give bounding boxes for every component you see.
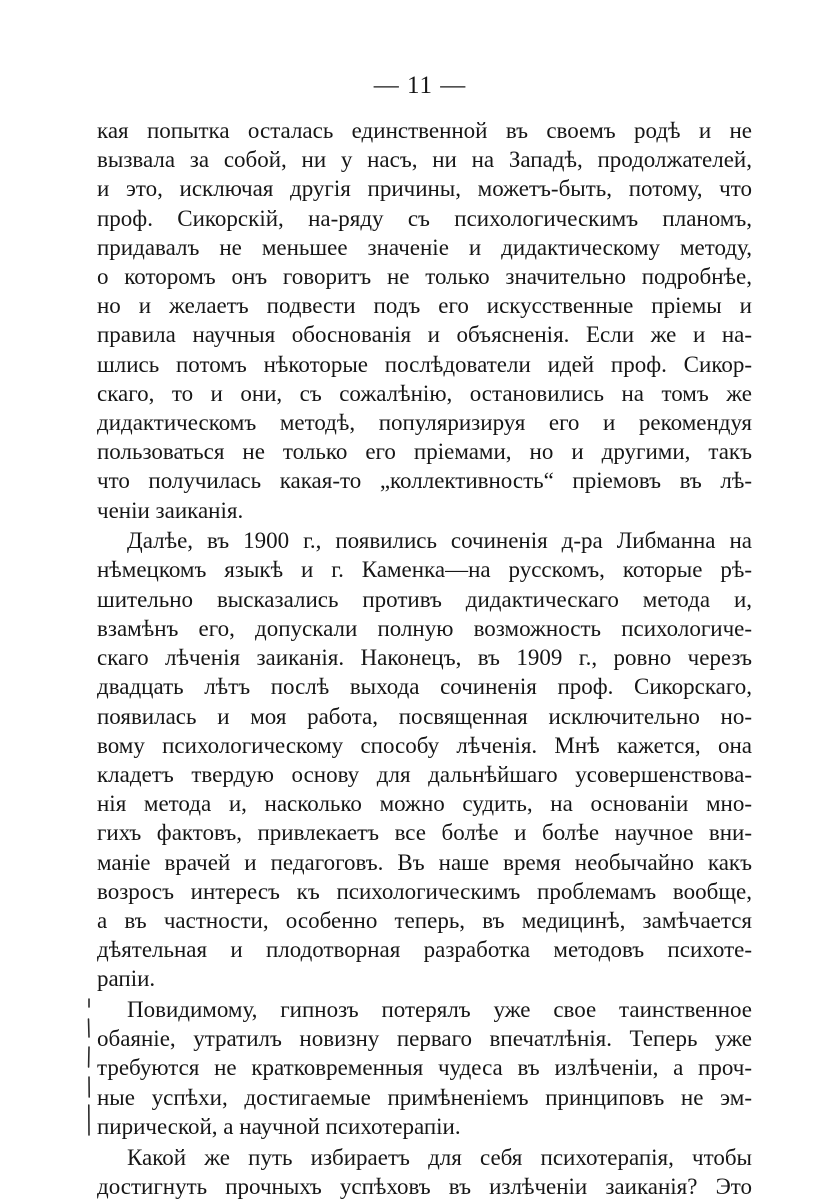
text-line: Далѣе, въ 1900 г., появились сочиненія д-ра Либманна на [127,528,752,553]
text-line: кладетъ твердую основу для дальнѣйшаго усовершенствова- [97,762,752,787]
text-line: дѣятельная и плодотворная разработка методовъ психоте- [97,937,752,962]
text-line: возросъ интересъ къ психологическимъ проблемамъ вообще, [97,879,752,904]
text-line: и это, исключая другія причины, можетъ-быть, потому, что [97,176,752,201]
text-line: ные успѣхи, достигаемые примѣненіемъ принциповъ не эм- [97,1085,752,1110]
text-line: кая попытка осталась единственной въ своемъ родѣ и не [97,118,752,143]
text-line: вызвала за собой, ни у насъ, ни на Западѣ, продолжателей, [97,147,752,172]
text-line: придавалъ не меньшее значеніе и дидактическому методу, [97,235,752,260]
text-line: правила научныя обоснованія и объясненія. Если же и на- [97,322,752,347]
text-line: ченіи заиканія. [97,498,244,523]
text-line: вому психологическому способу лѣченія. Мнѣ кажется, она [97,733,752,758]
text-line: что получилась какая-то „коллективность“ пріемовъ въ лѣ- [97,468,752,493]
text-line: гихъ фактовъ, привлекаетъ все болѣе и болѣе научное вни- [97,820,752,845]
text-line: шлись потомъ нѣкоторые послѣдователи идей проф. Сикор- [97,352,752,377]
text-line: нѣмецкомъ языкѣ и г. Каменка—на русскомъ, которые рѣ- [97,557,752,582]
text-line: о которомъ онъ говоритъ не только значительно подробнѣе, [97,264,752,289]
text-line: пользоваться не только его пріемами, но и другими, такъ [97,439,752,464]
text-line: достигнуть прочныхъ успѣховъ въ излѣченіи заиканія? Это [97,1174,752,1199]
text-line: пирической, а научной психотерапіи. [97,1114,461,1139]
text-line: Какой же путь избираетъ для себя психотерапія, чтобы [127,1145,752,1170]
text-line: а въ частности, особенно теперь, въ медицинѣ, замѣчается [97,908,752,933]
text-line: появилась и моя работа, посвященная исключительно но- [97,704,752,729]
text-line: скаго лѣченія заиканія. Наконецъ, въ 1909 г., ровно черезъ [97,645,752,670]
text-line: нія метода и, насколько можно судить, на основаніи мно- [97,791,752,816]
text-line: скаго, то и они, съ сожалѣнію, остановились на томъ же [97,381,752,406]
text-line: дидактическомъ методѣ, популяризируя его и рекомендуя [97,410,752,435]
text-line: шительно высказались противъ дидактическаго метода и, [97,587,752,612]
text-line: но и желаетъ подвести подъ его искусственные пріемы и [97,293,752,318]
text-line: взамѣнъ его, допускали полную возможность психологиче- [97,616,752,641]
margin-pencil-mark [86,997,92,1137]
text-line: Повидимому, гипнозъ потерялъ уже свое таинственное [127,997,752,1022]
text-line: обаяніе, утратилъ новизну перваго впечатлѣнія. Теперь уже [97,1026,752,1051]
text-line: двадцать лѣтъ послѣ выхода сочиненія проф. Сикорскаго, [97,674,752,699]
page-number: — 11 — [373,72,467,99]
text-line: маніе врачей и педагоговъ. Въ наше время необычайно какъ [97,850,752,875]
text-line: проф. Сикорскій, на-ряду съ психологическимъ планомъ, [97,206,752,231]
text-line: рапіи. [97,966,156,991]
text-line: требуются не кратковременныя чудеса въ излѣченіи, а проч- [97,1055,752,1080]
